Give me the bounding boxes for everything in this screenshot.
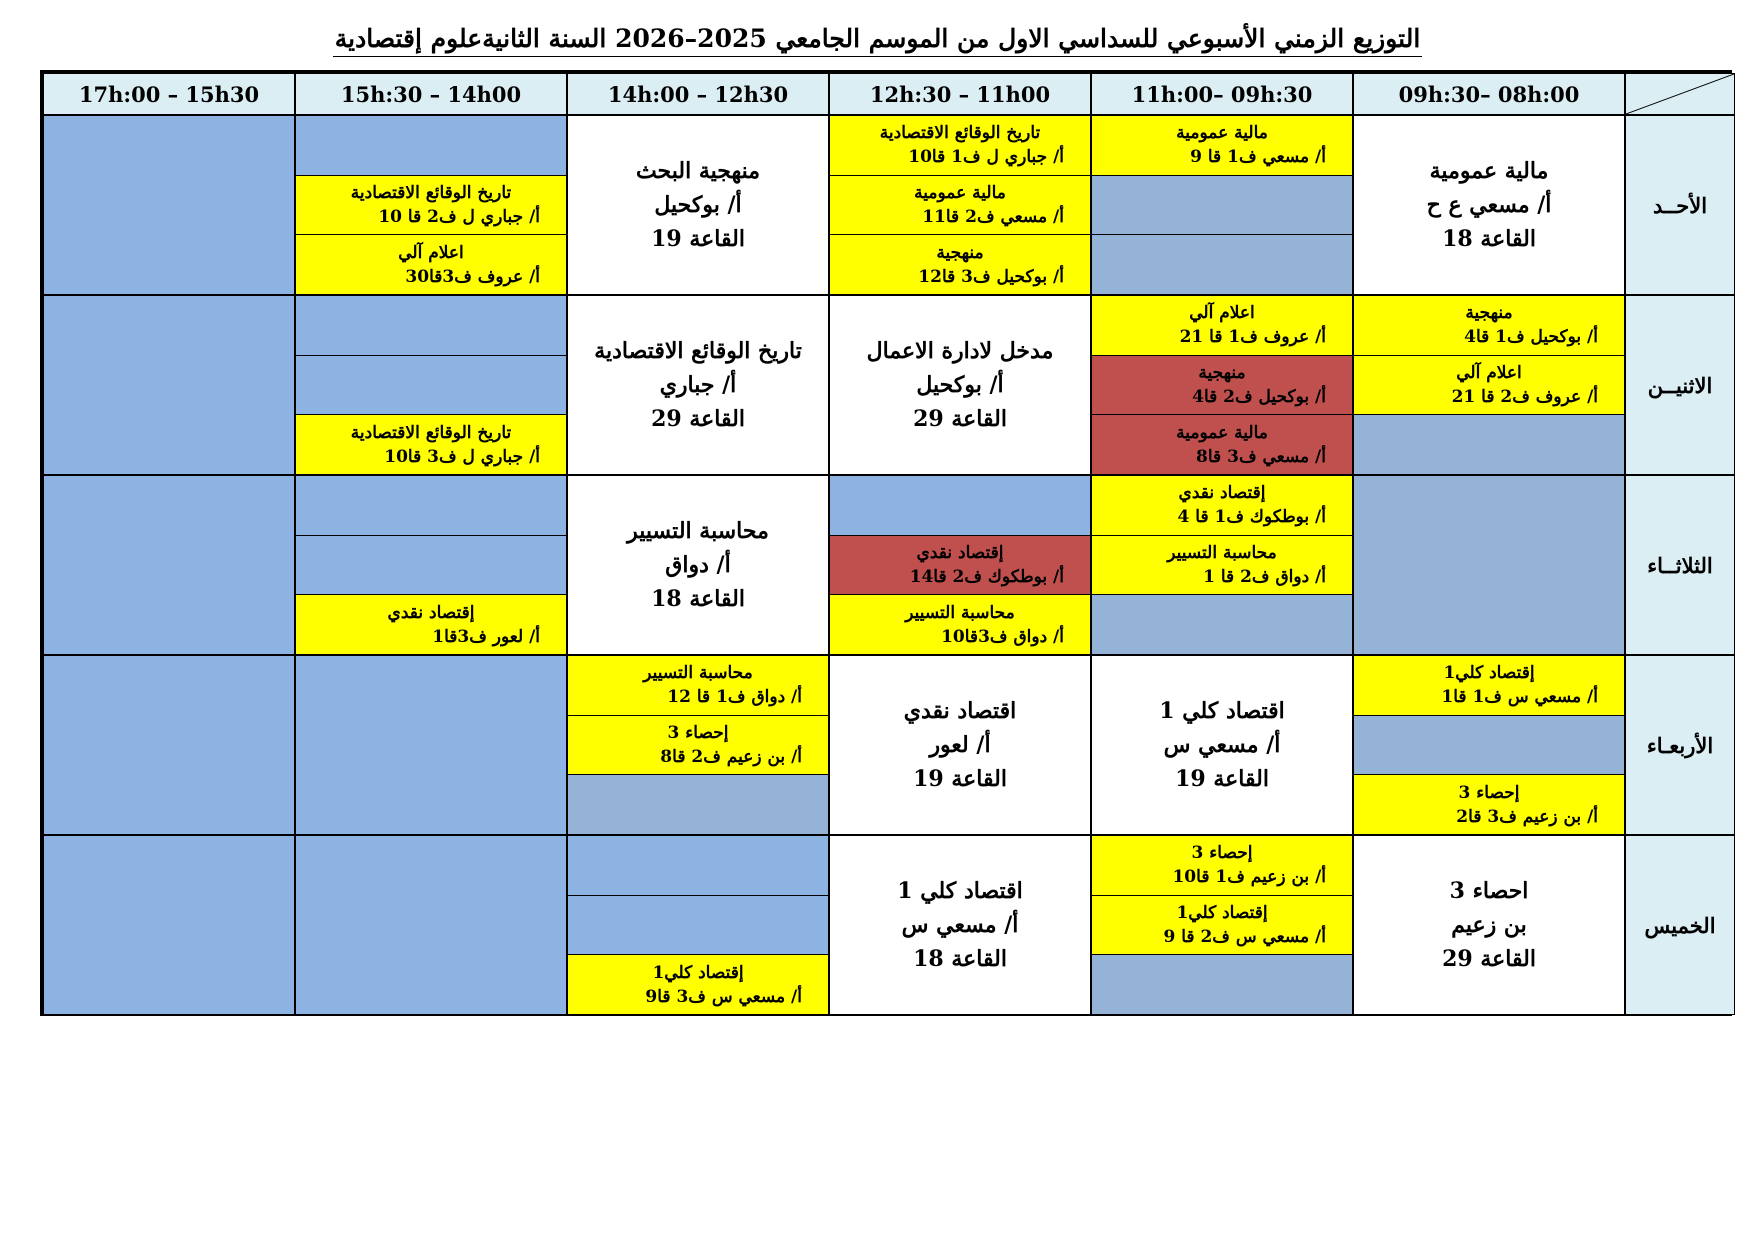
empty-slot [1354,716,1624,776]
course-name: منهجية [1198,363,1246,383]
teacher-group-room: أ/ دواق ف3قا10 [941,626,1064,647]
schedule-cell [1353,835,1625,1015]
course-name: محاسبة التسيير [627,518,769,544]
teacher-name: أ/ مسعي س [901,912,1019,938]
group-session [830,235,1090,294]
schedule-cell [829,835,1091,1015]
group-session [296,235,566,294]
schedule-cell [295,295,567,475]
schedule-cell [829,655,1091,835]
room-label: القاعة 18 [913,946,1007,972]
course-name: تاريخ الوقائع الاقتصادية [350,422,512,443]
teacher-group-room: أ/ مسعي س ف3 قا9 [645,986,802,1007]
teacher-name: أ/ لعور [929,732,991,758]
room-label: القاعة 19 [913,766,1007,792]
empty-slot [296,296,566,356]
course-name: مدخل لادارة الاعمال [866,338,1054,364]
teacher-group-room: أ/ دواق ف2 قا 1 [1203,567,1326,587]
empty-block [44,836,294,1014]
course-name: إقتصاد نقدي [1178,483,1266,504]
group-session [1354,656,1624,716]
schedule-cell [1353,655,1625,835]
course-name: محاسبة التسيير [1167,543,1277,563]
schedule-cell [1091,115,1353,295]
teacher-group-room: أ/ مسعي ف1 قا 9 [1190,147,1326,168]
lecture-block [830,836,1090,1014]
schedule-cell [295,115,567,295]
lecture-block [568,116,828,294]
teacher-group-room: أ/ بن زعيم ف3 قا2 [1456,806,1598,827]
course-name: إحصاء 3 [1458,782,1520,803]
group-session [1354,296,1624,356]
empty-block [44,116,294,294]
group-session [1092,896,1352,956]
course-name: منهجية [1465,303,1513,324]
teacher-group-room: أ/ مسعي ف3 قا8 [1196,446,1326,467]
course-name: اعلام آلي [1189,303,1255,324]
schedule-cell [1091,475,1353,655]
course-name: إحصاء 3 [1191,843,1253,864]
teacher-group-room: أ/ دواق ف1 قا 12 [667,687,802,708]
day-label: الاثنيــن [1625,295,1735,475]
schedule-cell [295,655,567,835]
teacher-group-room: أ/ جباري ل ف3 قا10 [384,446,540,467]
schedule-cell [1091,655,1353,835]
schedule-cell [1091,295,1353,475]
group-session [296,176,566,236]
title-text: التوزيع الزمني الأسبوعي للسداسي الاول من الموسم الجامعي 2025–2026 السنة الثانيةعلوم إقتصادية [333,24,1423,57]
teacher-name: أ/ دواق [665,552,731,578]
schedule-cell [43,115,295,295]
teacher-group-room: أ/ بوكحيل ف2 قا4 [1192,387,1326,407]
empty-slot [296,116,566,176]
room-label: القاعة 19 [1175,766,1269,792]
time-header: 09h:30– 08h:00 [1353,73,1625,115]
teacher-group-room: أ/ بوطكوك ف1 قا 4 [1177,507,1326,528]
group-session [1092,356,1352,416]
lecture-block [830,296,1090,474]
empty-slot [568,896,828,956]
course-name: تاريخ الوقائع الاقتصادية [594,338,802,364]
group-session [296,595,566,654]
group-session [1354,356,1624,416]
room-label: القاعة 29 [651,406,745,432]
group-session [830,595,1090,654]
course-name: محاسبة التسيير [643,663,753,684]
corner-cell [1625,73,1735,115]
room-label: القاعة 18 [1442,226,1536,252]
empty-block [44,656,294,834]
schedule-cell [1353,115,1625,295]
teacher-name: أ/ مسعي س [1163,732,1281,758]
schedule-cell [829,115,1091,295]
group-session [830,536,1090,596]
schedule-cell [567,475,829,655]
teacher-group-room: أ/ عروف ف3قا30 [405,266,540,287]
teacher-name: أ/ بوكحيل [654,192,742,218]
schedule-cell [295,835,567,1015]
teacher-group-room: أ/ بن زعيم ف1 قا10 [1172,867,1326,888]
schedule-cell [567,655,829,835]
group-session [1092,536,1352,596]
group-session [830,116,1090,176]
teacher-name: أ/ بوكحيل [916,372,1004,398]
group-session [1092,296,1352,356]
empty-block [296,656,566,834]
schedule-cell [43,835,295,1015]
teacher-name: بن زعيم [1451,912,1527,938]
teacher-group-room: أ/ لعور ف3قا1 [432,626,540,647]
time-header: 12h:30 – 11h00 [829,73,1091,115]
schedule-cell [43,655,295,835]
lecture-block [1354,116,1624,294]
group-session [1092,116,1352,176]
group-session [296,415,566,474]
course-name: محاسبة التسيير [905,602,1015,623]
group-session [1354,775,1624,834]
course-name: إحصاء 3 [667,723,729,743]
schedule-cell [567,835,829,1015]
lecture-block [568,296,828,474]
course-name: إقتصاد كلي1 [1176,903,1268,923]
course-name: اقتصاد كلي 1 [1159,698,1285,724]
day-label: الثلاثــاء [1625,475,1735,655]
time-header: 11h:00– 09h:30 [1091,73,1353,115]
teacher-name: أ/ جباري [659,372,737,398]
schedule-cell [43,475,295,655]
lecture-block [830,656,1090,834]
course-name: اعلام آلي [1456,363,1522,383]
day-label: الخميس [1625,835,1735,1015]
teacher-group-room: أ/ عروف ف1 قا 21 [1179,327,1326,348]
course-name: منهجية [936,242,984,263]
schedule-cell [1353,475,1625,655]
empty-slot [1092,235,1352,294]
empty-slot [1092,955,1352,1014]
timetable [40,70,1732,1016]
group-session [568,716,828,776]
teacher-group-room: أ/ بن زعيم ف2 قا8 [660,747,802,767]
schedule-cell [567,295,829,475]
group-session [1092,836,1352,896]
teacher-group-room: أ/ جباري ل ف1 قا10 [908,147,1064,168]
course-name: اقتصاد نقدي [903,698,1017,724]
empty-block [296,836,566,1014]
lecture-block [1354,836,1624,1014]
course-name: احصاء 3 [1449,878,1529,904]
course-name: تاريخ الوقائع الاقتصادية [350,183,512,203]
empty-slot [1354,415,1624,474]
teacher-name: أ/ مسعي ع ح [1426,192,1552,218]
schedule-cell [43,295,295,475]
room-label: القاعة 19 [651,226,745,252]
empty-slot [296,356,566,416]
teacher-group-room: أ/ بوكحيل ف1 قا4 [1464,327,1598,348]
empty-slot [830,476,1090,536]
room-label: القاعة 29 [1442,946,1536,972]
teacher-group-room: أ/ مسعي س ف1 قا1 [1441,687,1598,708]
group-session [568,656,828,716]
lecture-block [568,476,828,654]
empty-slot [1092,176,1352,236]
time-header: 17h:00 – 15h30 [43,73,295,115]
lecture-block [1092,656,1352,834]
time-header: 15h:30 – 14h00 [295,73,567,115]
empty-block [44,476,294,654]
schedule-cell [567,115,829,295]
empty-block [44,296,294,474]
group-session [1092,476,1352,536]
empty-slot [296,476,566,536]
teacher-group-room: أ/ بوكحيل ف3 قا12 [918,266,1064,287]
course-name: إقتصاد نقدي [916,543,1004,563]
course-name: اقتصاد كلي 1 [897,878,1023,904]
course-name: مالية عمومية [1176,422,1268,443]
schedule-title [0,24,1755,53]
schedule-cell [1353,295,1625,475]
teacher-group-room: أ/ بوطكوك ف2 قا14 [909,567,1064,587]
course-name: منهجية البحث [635,158,761,184]
course-name: اعلام آلي [398,242,464,263]
group-session [568,955,828,1014]
empty-slot [1092,595,1352,654]
course-name: مالية عمومية [1429,158,1549,184]
course-name: مالية عمومية [1176,123,1268,144]
group-session [1092,415,1352,474]
empty-slot [568,775,828,834]
course-name: تاريخ الوقائع الاقتصادية [879,123,1041,144]
schedule-cell [295,475,567,655]
teacher-group-room: أ/ جباري ل ف2 قا 10 [378,207,540,227]
course-name: إقتصاد كلي1 [652,962,744,983]
day-label: الأربعـاء [1625,655,1735,835]
group-session [830,176,1090,236]
empty-slot [296,536,566,596]
room-label: القاعة 29 [913,406,1007,432]
teacher-group-room: أ/ عروف ف2 قا 21 [1451,387,1598,407]
schedule-cell [1091,835,1353,1015]
teacher-group-room: أ/ مسعي س ف2 قا 9 [1163,927,1326,947]
course-name: إقتصاد كلي1 [1443,663,1535,684]
empty-block [1354,476,1624,654]
schedule-cell [829,295,1091,475]
course-name: إقتصاد نقدي [387,602,475,623]
schedule-cell [829,475,1091,655]
time-header: 14h:00 – 12h30 [567,73,829,115]
course-name: مالية عمومية [914,183,1006,203]
empty-slot [568,836,828,896]
teacher-group-room: أ/ مسعي ف2 قا11 [922,207,1064,227]
day-label: الأحــد [1625,115,1735,295]
room-label: القاعة 18 [651,586,745,612]
